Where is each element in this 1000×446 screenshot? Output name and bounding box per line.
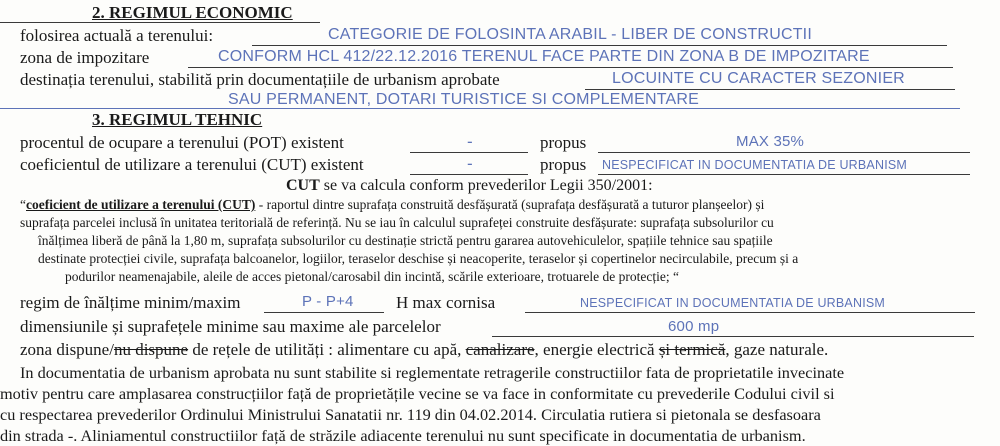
usage-underline <box>252 45 947 46</box>
section-2-heading: 2. REGIMUL ECONOMIC <box>92 3 293 22</box>
utilities-g: , gaze naturale. <box>725 340 829 359</box>
utilities-line <box>20 340 828 360</box>
definition-line-5: podurilor neamenajabile, aleile de acces pietonal/carosabil din incintă, scările exterioare, trotuarele de protecție; “ <box>65 269 679 284</box>
tax-zone-value: CONFORM HCL 412/22.12.2016 TERENUL FACE PARTE DIN ZONA B DE IMPOZITARE <box>218 48 870 65</box>
parcel-value: 600 mp <box>668 318 720 335</box>
cut-proposed-label: propus <box>540 155 587 174</box>
cut-label: coeficientul de utilizare a terenului (CUT) existent <box>20 155 364 174</box>
pot-label: procentul de ocupare a terenului (POT) existent <box>20 133 344 152</box>
tax-zone-label: zona de impozitare <box>20 48 150 67</box>
definition-line-2: suprafața parcelei inclusă în unitatea teritorială de referință. Nu se iau în calculul suprafeței construite desfășurate: suprafața subsolurilor cu <box>20 215 774 230</box>
section-3-heading: 3. REGIMUL TEHNIC <box>92 110 263 129</box>
parcel-underline <box>492 336 974 337</box>
cornice-value: NESPECIFICAT IN DOCUMENTATIA DE URBANISM <box>580 296 886 310</box>
paragraph-line-3: cu respectarea prevederilor Ordinului Ministrului Sanatatii nr. 119 din 04.02.2014. Circulatia rutiera si pietonala se desfasoara <box>0 405 821 424</box>
cut-note-text: se va calcula conform prevederilor Legii 350/2001: <box>319 177 653 194</box>
destination-underline-2 <box>0 108 960 109</box>
utilities-e: , energie electrică <box>534 340 659 359</box>
height-value: P - P+4 <box>302 293 354 310</box>
utilities-c: de rețele de utilități : alimentare cu apă, <box>188 340 466 359</box>
cut-note: CUT se va calcula conform prevederilor Legii 350/2001: <box>286 177 653 194</box>
cornice-label: H max cornisa <box>396 293 496 312</box>
quote-open: “ <box>20 197 26 212</box>
paragraph-line-4: din strada -. Aliniamentul constructiilor față de străzile adiacente terenului nu sunt specificate in documentatia de urbanism. <box>0 426 806 445</box>
definition-text-1: - raportul dintre suprafața construită desfășurată (suprafața desfășurată a tuturor planșeelor) și <box>255 197 765 212</box>
height-label: regim de înălțime minim/maxim <box>20 293 241 312</box>
usage-value: CATEGORIE DE FOLOSINTA ARABIL - LIBER DE CONSTRUCTII <box>328 26 812 43</box>
tax-zone-underline <box>188 67 953 68</box>
utilities-not-available: nu dispune <box>113 340 189 359</box>
pot-existing: - <box>467 132 473 151</box>
pot-proposed-value: MAX 35% <box>736 133 805 150</box>
utilities-sewage: canalizare <box>465 340 535 359</box>
definition-line-3: înălțimea liberă de până la 1,80 m, suprafața subsolurilor cu destinație strictă pentru gararea autovehiculelor, spațiile tehnice sau spațiile <box>38 233 773 248</box>
height-underline <box>264 312 384 313</box>
pot-proposed-label: propus <box>540 133 587 152</box>
heading-rule <box>0 22 320 23</box>
destination-value-1: LOCUINTE CU CARACTER SEZONIER <box>612 70 905 87</box>
cut-proposed-value: NESPECIFICAT IN DOCUMENTATIA DE URBANISM <box>602 158 908 172</box>
destination-value-2: SAU PERMANENT, DOTARI TURISTICE SI COMPLEMENTARE <box>228 91 699 108</box>
paragraph-line-1: In documentatia de urbanism aprobata nu sunt stabilite si reglementate retragerile constructiilor fata de proprietatile invecinate <box>20 363 845 382</box>
pot-existing-underline <box>410 152 528 153</box>
destination-label: destinația terenului, stabilită prin documentațiile de urbanism aprobate <box>20 70 500 89</box>
cut-existing: - <box>467 154 473 173</box>
paragraph-line-2: motiv pentru care amplasarea construcțiilor față de proprietățile vecine se va face in conformitate cu prevederile Codului civil si <box>0 384 835 403</box>
usage-label: folosirea actuală a terenului: <box>20 26 214 45</box>
definition-term: coeficient de utilizare a terenului (CUT) <box>26 197 256 212</box>
cut-existing-underline <box>410 174 528 175</box>
pot-proposed-underline <box>598 152 970 153</box>
cut-proposed-underline <box>598 174 970 175</box>
definition-line-1 <box>20 196 764 213</box>
utilities-thermal: și termică <box>658 340 726 359</box>
parcel-label: dimensiunile și suprafețele minime sau maxime ale parcelelor <box>20 317 441 336</box>
utilities-a: zona dispune/ <box>20 340 114 359</box>
definition-line-4: destinate protecției civile, suprafața balcoanelor, logiilor, teraselor deschise și neacoperite, teraselor și copertinelor necirculabile, precum și a <box>38 251 799 266</box>
cornice-underline <box>525 312 975 313</box>
